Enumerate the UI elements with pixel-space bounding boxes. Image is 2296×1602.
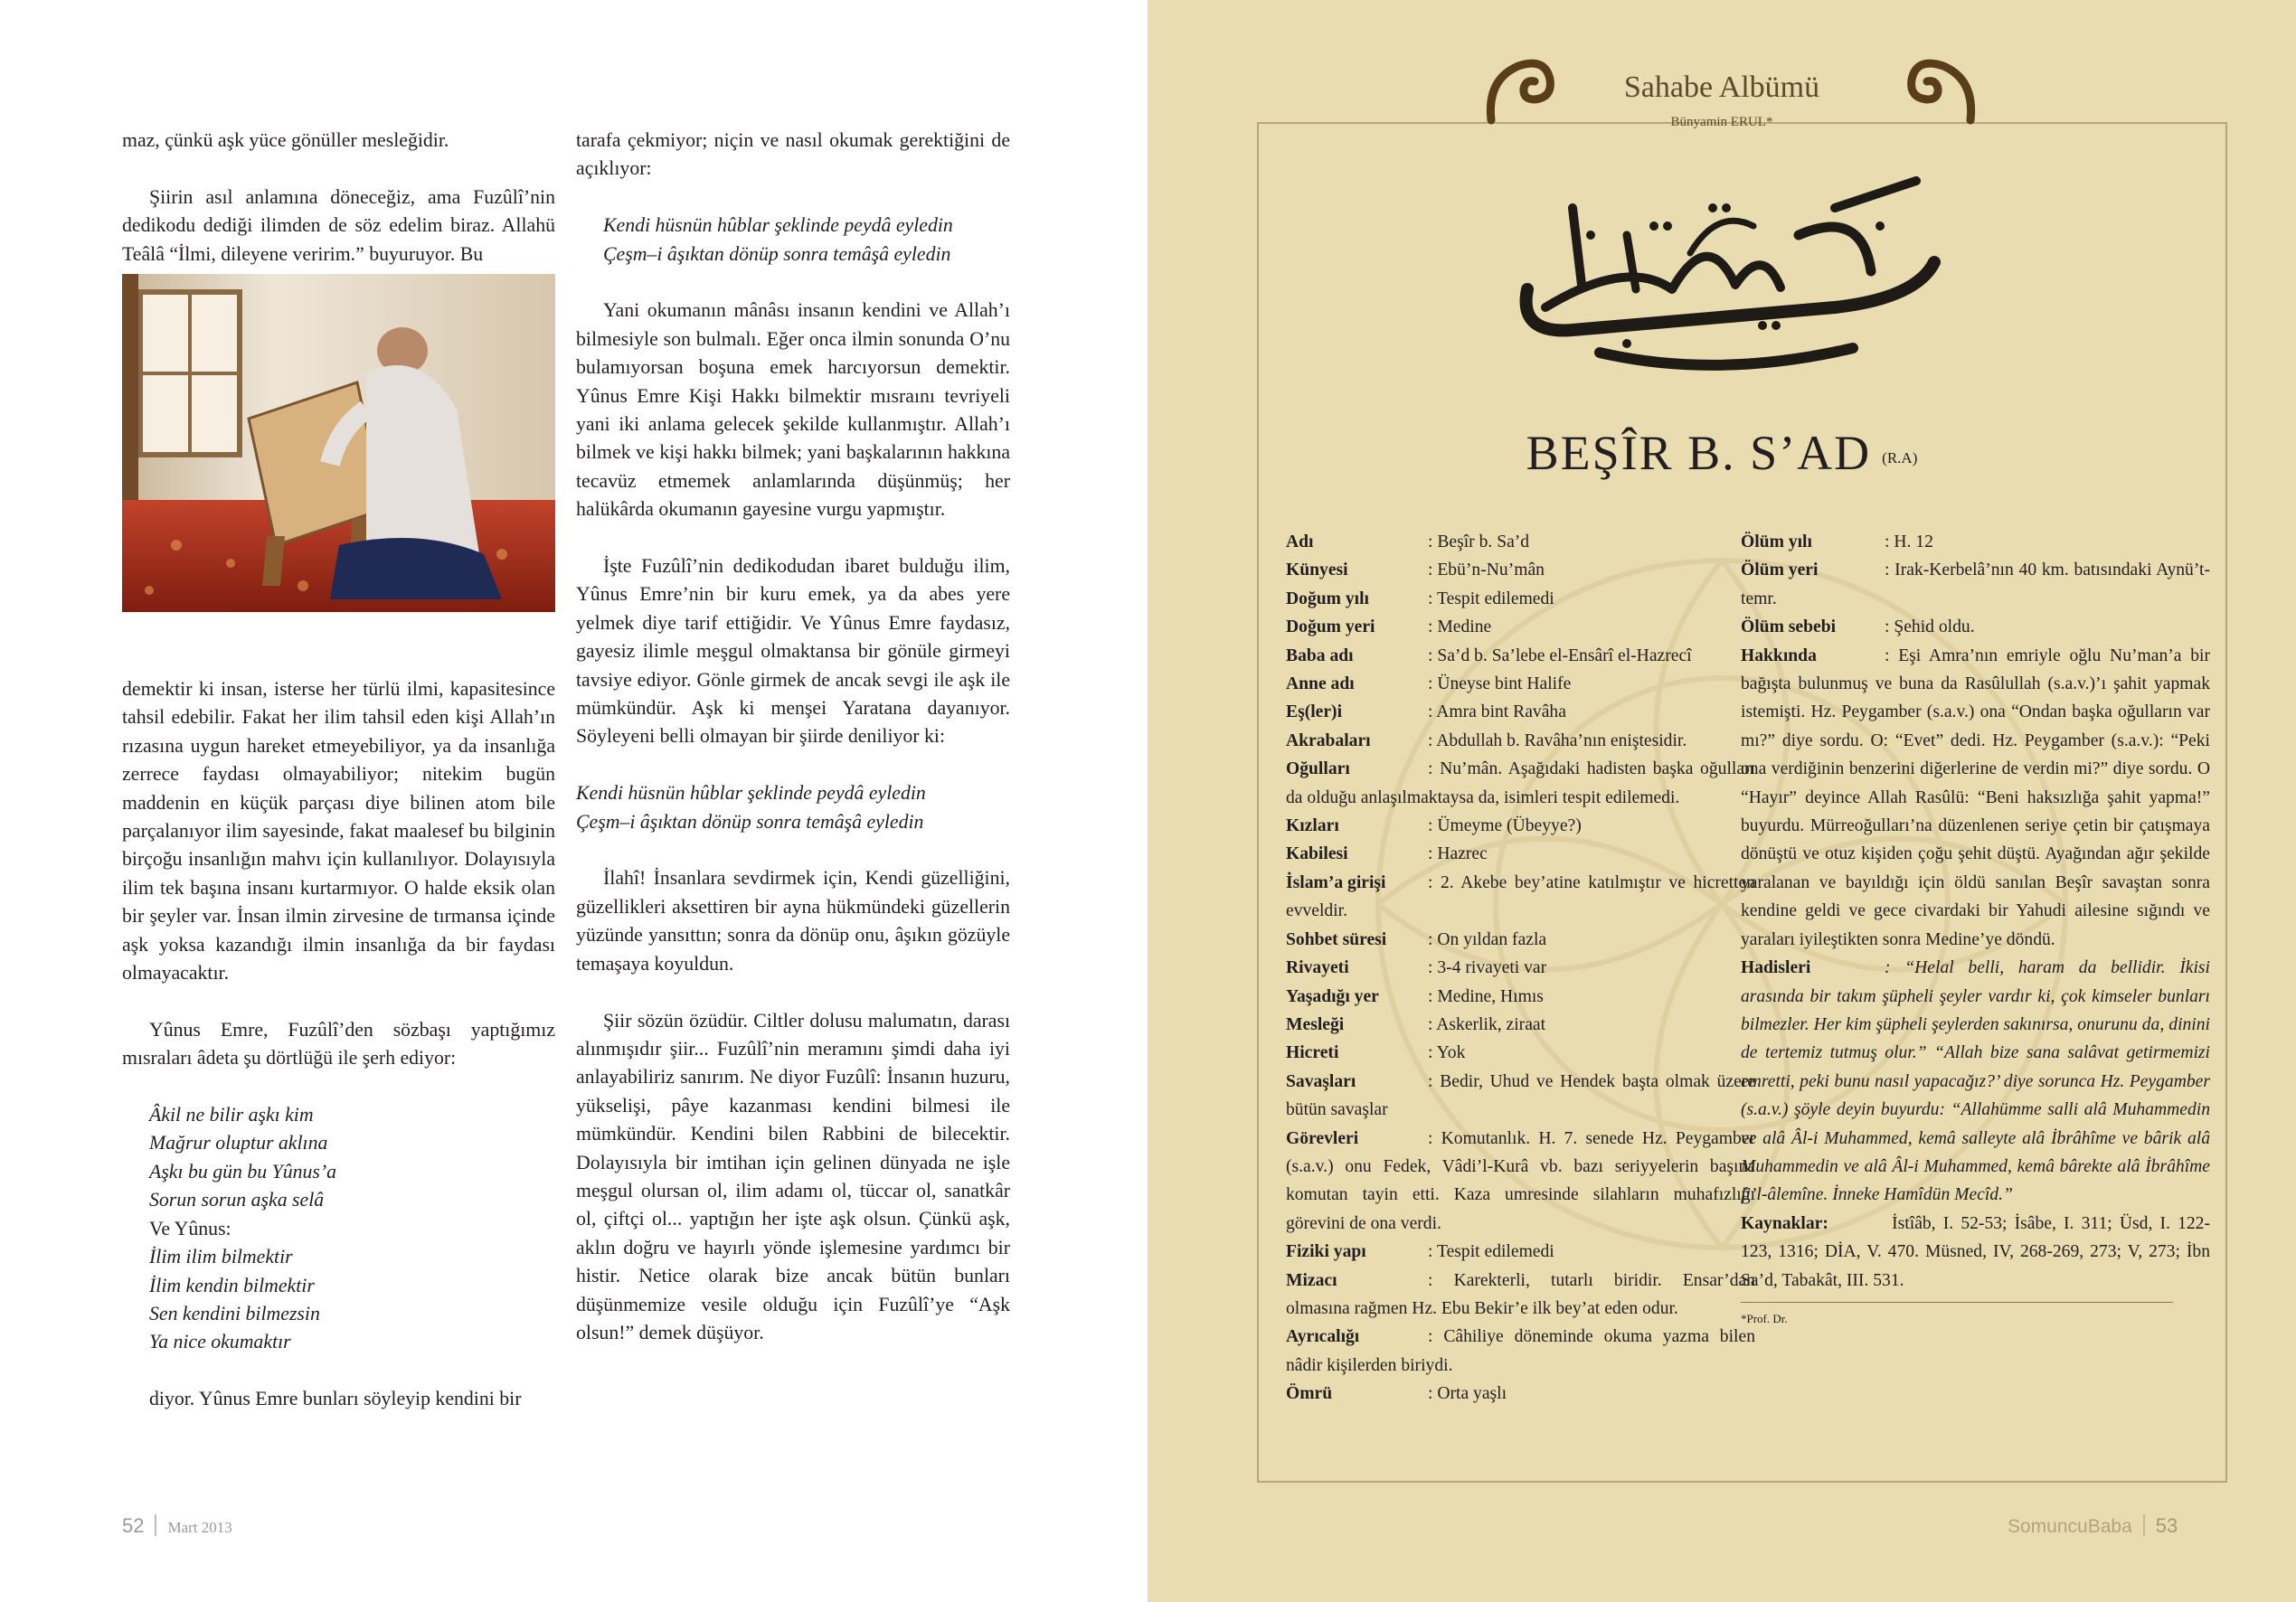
info-label: Ömrü <box>1286 1384 1333 1404</box>
paragraph: maz, çünkü aşk yüce gönüller mesleğidir. <box>122 129 449 151</box>
magazine-brand: SomuncuBaba <box>2008 1516 2132 1537</box>
article-title <box>1148 425 2296 481</box>
info-value: : Irak-Kerbelâ’nın 40 km. batısındaki Aynü’t-temr. <box>1741 561 2210 608</box>
info-label: Doğum yeri <box>1286 617 1375 637</box>
info-row <box>1286 1011 1755 1039</box>
info-row <box>1286 869 1755 926</box>
info-value: : On yıldan fazla <box>1428 929 1547 949</box>
info-value: : Ümeyme (Übeyye?) <box>1428 816 1582 836</box>
info-label: Akrabaları <box>1286 730 1371 750</box>
page-number: 53 <box>2155 1514 2178 1537</box>
info-row <box>1286 1267 1755 1324</box>
info-label: Savaşları <box>1286 1071 1356 1091</box>
arabic-calligraphy-icon <box>1491 172 1961 380</box>
verse-line: Sorun sorun aşka selâ <box>149 1189 325 1211</box>
verse-line: Ya nice okumaktır <box>149 1331 291 1353</box>
info-row <box>1286 755 1755 812</box>
paragraph: diyor. Yûnus Emre bunları söyleyip kendini bir <box>149 1388 522 1410</box>
left-column-2 <box>576 127 1010 1347</box>
info-label: Rivayeti <box>1286 958 1349 978</box>
left-column-1 <box>122 127 555 1414</box>
info-row <box>1286 670 1755 698</box>
verse-line: İlim kendin bilmektir <box>149 1274 315 1296</box>
info-row <box>1286 1125 1755 1239</box>
info-row <box>1286 585 1755 613</box>
info-label: Eş(ler)i <box>1286 702 1343 722</box>
info-label: Ayrıcalığı <box>1286 1327 1360 1347</box>
info-value: : Orta yaşlı <box>1428 1384 1507 1404</box>
paragraph: Şiirin asıl anlamına döneceğiz, ama Fuzûlî’nin dedikodu dediği ilimden de söz edelim biraz. Allahü Teâlâ “İlmi, dileyene veririm.” buyuruyor. Bu <box>122 185 555 265</box>
info-row <box>1286 556 1755 584</box>
info-row <box>1286 840 1755 868</box>
info-row <box>1286 613 1755 641</box>
info-label: Hakkında <box>1741 646 1817 665</box>
info-row <box>1286 727 1755 755</box>
info-row <box>1286 1068 1755 1125</box>
info-value: : Askerlik, ziraat <box>1428 1014 1546 1034</box>
info-column-1 <box>1286 528 1755 1409</box>
verse-intro: Ve Yûnus: <box>149 1217 231 1239</box>
info-label: İslam’a girişi <box>1286 872 1386 892</box>
paragraph: demektir ki insan, isterse her türlü ilmi, kapasitesince tahsil edebilir. Fakat her ilim tahsil eden kişi Allah’ın rızasına uygun hareket etmeyebiliyor, ya da insanlığa zerrece faydası olmayabiliyor; nitekim bugün maddenin en küçük parçası diye bilinen atom bile parçalanıyor ilim sayesinde, fakat maalesef bu bilginin birçoğu insanlığın mahvı için kullanılıyor. Dolayısıyla ilim tek başına insanı kurtarmıyor. O halde eksik olan bir şeyler var. İnsan ilmin zirvesine de tırmansa içinde aşk yoksa kazandığı ilmin insanlığa da bir faydası olmayacaktır. <box>122 678 555 985</box>
paragraph: Şiir sözün özüdür. Ciltler dolusu malumatın, darası alınmışıdır şiir... Fuzûlî’nin meramını şimdi daha iyi anlayabiliriz sanırım. Ne diyor Fuzûlî: İnsanın huzuru, yükselişi, pâye kazanması kendini bilmesi ile mümkündür. Kendini bilen Rabbini de bilecektir. Dolayısıyla bir imtihan için gelinen dünyada ne işle meşgul olursan ol, ilim adamı ol, tüccar ol, sanatkâr ol, çiftçi ol... yaptığın her işte aşk olsun. Çünkü aşk, aklın doğru ve hayırlı yönde işlemesine yardımcı bir histir. Netice olarak bize ancak bütün bunları düşünmemize vesile olduğu için Fuzûlî’ye “Aşk olsun!” demek düşüyor. <box>576 1009 1010 1343</box>
paragraph: İşte Fuzûlî’nin dedikodudan ibaret bulduğu ilim, Yûnus Emre’nin bir kuru emek, ya da abes yere yelmek diye tarif ettiğidir. Ve Yûnus Emre faydasız, gayesiz ilimle meşgul olmaktansa bir gönüle girmeyi tavsiye ediyor. Gönle girmek de ancak sevgi ile aşk ile mümkündür. Aşk ki menşei Yaratana dayanıyor. Söyleyeni belli olmayan bir şiirde deniliyor ki: <box>576 555 1010 748</box>
verse-line: Kendi hüsnün hûblar şeklinde peydâ eyledin <box>603 214 953 237</box>
info-label: Mesleği <box>1286 1014 1345 1034</box>
paragraph: Yûnus Emre, Fuzûlî’den sözbaşı yaptığımız mısraları âdeta şu dörtlüğü ile şerh ediyor: <box>122 1018 555 1070</box>
info-label: Kızları <box>1286 816 1339 836</box>
series-title: Sahabe Albümü <box>1623 71 1820 104</box>
info-value: : Nu’mân. Aşağıdaki hadisten başka oğulları da olduğu anlaşılmaktaysa da, isimleri tespit edilemedi. <box>1286 759 1755 807</box>
page-number-left <box>122 1514 232 1602</box>
info-row <box>1286 1039 1755 1067</box>
paragraph: İlahî! İnsanlara sevdirmek için, Kendi güzelliğini, güzellikleri aksettiren bir ayna hükmündeki güzellerin yüzünde yansıttın; sonra da dönüp onu, âşıkın gözüyle temaşaya koyuldun. <box>576 867 1010 975</box>
info-label: Ölüm sebebi <box>1741 617 1837 637</box>
info-row <box>1286 642 1755 670</box>
verse-line: Âkil ne bilir aşkı kim <box>149 1104 314 1126</box>
verse-line: İlim ilim bilmektir <box>149 1246 293 1268</box>
info-row <box>1286 812 1755 840</box>
verse-line: Aşkı bu gün bu Yûnus’a <box>149 1160 337 1183</box>
info-label: Hadisleri <box>1741 958 1811 978</box>
info-value: : Bedir, Uhud ve Hendek başta olmak üzere bütün savaşlar <box>1286 1071 1755 1120</box>
info-row <box>1741 642 2210 954</box>
info-row <box>1286 1323 1755 1380</box>
poem-yunus-1 <box>122 1101 555 1357</box>
title-suffix: (R.A) <box>1882 448 1918 466</box>
info-value: : Yok <box>1428 1043 1466 1063</box>
author-name: Bünyamin ERUL* <box>1670 115 1773 129</box>
poem-couplet <box>576 779 1010 836</box>
info-value: : Şehid oldu. <box>1885 617 1975 637</box>
info-label: Sohbet süresi <box>1286 929 1387 949</box>
info-label: Fiziki yapı <box>1286 1242 1366 1262</box>
info-row <box>1286 1238 1755 1266</box>
info-row <box>1286 698 1755 726</box>
info-value: : Karekterli, tutarlı biridir. Ensar’dan olmasına rağmen Hz. Ebu Bekir’e ilk bey’at eden odur. <box>1286 1270 1755 1318</box>
info-label: Mizacı <box>1286 1270 1337 1290</box>
poem-yunus-2 <box>576 212 1010 269</box>
info-value: : Komutanlık. H. 7. senede Hz. Peygamber (s.a.v.) onu Fedek, Vâdi’l-Kurâ vb. bazı seriyyelerin başına komutan tayin etti. Kaza umresinde silahların muhafızlığı görevini de ona verdi. <box>1286 1128 1755 1233</box>
info-value: : 2. Akebe bey’atine katılmıştır ve hicretten evveldir. <box>1286 872 1755 921</box>
title-name: BEŞÎR B. S’AD <box>1526 426 1872 480</box>
info-label: Baba adı <box>1286 646 1354 665</box>
info-label: Oğulları <box>1286 759 1350 779</box>
verse-line: Sen kendini bilmezsin <box>149 1302 320 1324</box>
info-value: İstîâb, I. 52-53; İsâbe, I. 311; Üsd, I. 122-123, 1316; DİA, V. 470. Müsned, IV, 268-269, 273; V, 273; İbn Sa’d, Tabakât, III. 531. <box>1741 1213 2210 1290</box>
paragraph: Yani okumanın mânâsı insanın kendini ve Allah’ı bilmesiyle son bulmalı. Eğer onca ilmin sonunda O’nu bulamıyorsan boşuna emek harcıyorsun demektir. Yûnus Emre Kişi Hakkı bilmektir mısraını tevriyeli yani iki anlama gelecek şekilde kullanmıştır. Allah’ı bilmek ve kişi hakkı bilmek; yani başkalarının hakkına tecavüz etmemek anlamlarında düşünmüş; her halükârda okumanın gayesine vurgu yapmıştır. <box>576 299 1010 521</box>
info-label: Doğum yılı <box>1286 589 1369 608</box>
info-value: : Tespit edilemedi <box>1428 1242 1554 1262</box>
verse-line: Kendi hüsnün hûblar şeklinde peydâ eyledin <box>576 782 926 805</box>
verse-line: Mağrur oluptur aklına <box>149 1132 328 1154</box>
issue-date: Mart 2013 <box>167 1519 232 1536</box>
info-row <box>1286 528 1755 556</box>
info-row <box>1741 954 2210 1210</box>
verse-line: Çeşm–i âşıktan dönüp sonra temâşâ eyledin <box>576 810 924 833</box>
info-row <box>1741 613 2210 641</box>
page-number: 52 <box>122 1514 145 1537</box>
info-row <box>1741 556 2210 613</box>
info-label: Kabilesi <box>1286 844 1348 864</box>
info-label: Ölüm yılı <box>1741 532 1812 551</box>
info-value: : Sa’d b. Sa’lebe el-Ensârî el-Hazrecî <box>1428 646 1692 665</box>
info-value: : Amra bint Ravâha <box>1428 702 1566 722</box>
info-value: : Tespit edilemedi <box>1428 589 1554 608</box>
info-value: : Eşi Amra’nın emriyle oğlu Nu’man’a bir bağışta bulunmuş ve buna da Rasûlullah (s.a.v.)’ı şahit yapmak istemişti. Hz. Peygamber (s.a.v.) ona “Ondan başka oğulların var mı?” diye sordu. O: “Evet” dedi. Hz. Peygamber (s.a.v.): “Peki ona verdiğinin benzerini diğerlerine de verdin mi?” diye sordu. O “Hayır” deyince Allah Rasûlü: “Beni haksızlığa şahit yapma!” buyurdu. Mürreoğulları’na düzenlenen seriye çetin bir çatışmaya dönüştü ve otuz kişiden çoğu şehit düştü. Ayağından ağır şekilde yaralanan ve bayıldığı için öldü sanılan Beşîr savaştan sonra kendine geldi ve gece civardaki bir Yahudi ailesine sığındı ve yaraları iyileştikten sonra Medine’ye döndü. <box>1741 646 2210 949</box>
info-row <box>1741 528 2210 556</box>
info-value: : “Helal belli, haram da bellidir. İkisi arasında bir takım şüpheli şeyler vardır ki, çok kimseler bunları bilmezler. Her kim şüpheli şeylerden sakınırsa, onurunu da, dinini de tertemiz tutmuş olur.” “Allah bize sana salâvat getirmemizi emretti, peki bunu nasıl yapacağız?’ diye sorunca Hz. Peygamber (s.a.v.) şöyle deyin buyurdu: “Allahümme salli alâ Muhammedin ve alâ Âl-i Muhammed, kemâ salleyte alâ İbrâhîme ve bârik alâ Muhammedin ve alâ Âl-i Muhammed, kemâ bârekte alâ İbrâhîme fi’l-âlemîne. İnneke Hamîdün Mecîd.” <box>1741 958 2210 1205</box>
info-label: Anne adı <box>1286 674 1355 694</box>
info-column-2 <box>1741 528 2210 1333</box>
info-label: Kaynaklar: <box>1741 1213 1828 1233</box>
info-value: : Medine <box>1428 617 1492 637</box>
page-number-right <box>2008 1514 2178 1602</box>
info-row <box>1286 926 1755 954</box>
info-label: Adı <box>1286 532 1314 551</box>
info-row <box>1741 1210 2210 1295</box>
info-row <box>1286 954 1755 982</box>
verse-line: Çeşm–i âşıktan dönüp sonra temâşâ eyledin <box>603 242 951 265</box>
info-value: : Câhiliye döneminde okuma yazma bilen nâdir kişilerden biriydi. <box>1286 1327 1755 1375</box>
info-value: : Abdullah b. Ravâha’nın eniştesidir. <box>1428 730 1687 750</box>
info-value: : H. 12 <box>1885 532 1933 551</box>
info-row <box>1286 1380 1755 1408</box>
info-row <box>1286 983 1755 1011</box>
info-value: : Medine, Hımıs <box>1428 986 1544 1006</box>
info-value: : Üneyse bint Halife <box>1428 674 1572 694</box>
info-value: : Ebü’n-Nu’mân <box>1428 561 1545 580</box>
info-label: Künyesi <box>1286 561 1348 580</box>
info-value: : Hazrec <box>1428 844 1488 864</box>
info-value: : Beşîr b. Sa’d <box>1428 532 1530 551</box>
footnote: *Prof. Dr. <box>1741 1302 2173 1333</box>
paragraph: tarafa çekmiyor; niçin ve nasıl okumak gerektiğini de açıklıyor: <box>576 129 1010 180</box>
info-value: : 3-4 rivayeti var <box>1428 958 1547 978</box>
info-label: Yaşadığı yer <box>1286 986 1379 1006</box>
right-page <box>1148 0 2296 1602</box>
info-label: Hicreti <box>1286 1043 1339 1063</box>
info-label: Görevleri <box>1286 1128 1359 1148</box>
photo-illustration <box>122 274 555 612</box>
info-label: Ölüm yeri <box>1741 561 1819 580</box>
reading-man-photo <box>122 274 555 612</box>
